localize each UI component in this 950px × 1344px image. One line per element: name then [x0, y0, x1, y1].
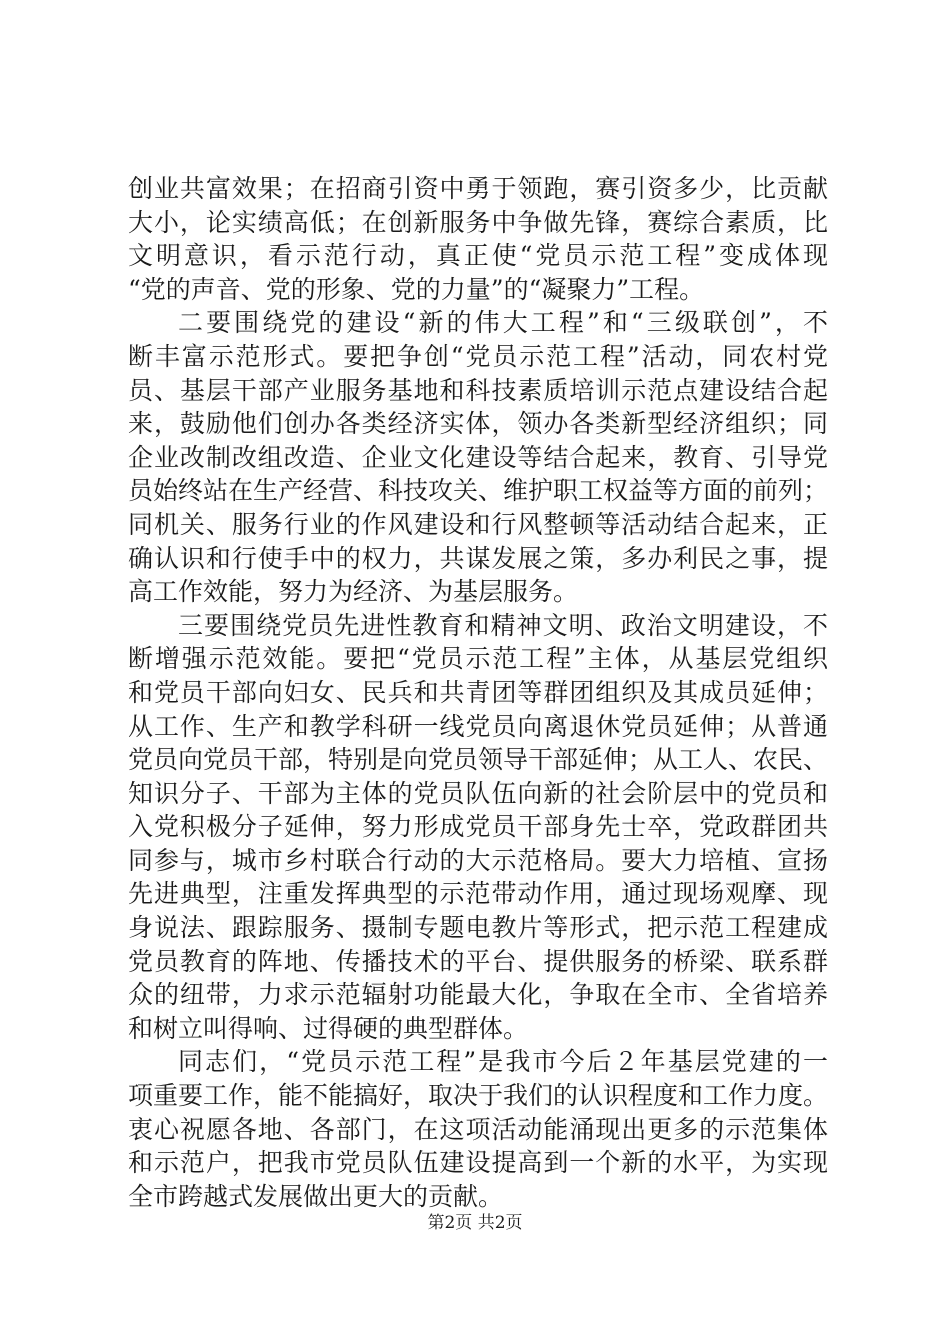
- text-line: 断增强示范效能。要把“党员示范工程”主体，从基层党组织: [128, 644, 828, 674]
- text-line: 确认识和行使手中的权力，共谋发展之策，多办利民之事，提: [128, 543, 828, 573]
- page-footer: [0, 1211, 950, 1235]
- text-line: 项重要工作，能不能搞好，取决于我们的认识程度和工作力度。: [128, 1081, 829, 1111]
- text-line: 身说法、跟踪服务、摄制专题电教片等形式，把示范工程建成: [128, 913, 828, 943]
- text-line: 员始终站在生产经营、科技攻关、维护职工权益等方面的前列；: [128, 476, 829, 506]
- text-line: 来，鼓励他们创办各类经济实体，领办各类新型经济组织；同: [128, 409, 828, 439]
- text-line: 众的纽带，力求示范辐射功能最大化，争取在全市、全省培养: [128, 980, 828, 1010]
- text-line: 全市跨越式发展做出更大的贡献。: [128, 1181, 504, 1211]
- text-line: 党员教育的阵地、传播技术的平台、提供服务的桥梁、联系群: [128, 946, 828, 976]
- paragraph-start-line: 同志们，“党员示范工程”是我市今后２年基层党建的一: [178, 1047, 828, 1077]
- paragraph-start-line: 二要围绕党的建设“新的伟大工程”和“三级联创”，不: [178, 308, 828, 338]
- text-line: 高工作效能，努力为经济、为基层服务。: [128, 577, 579, 607]
- paragraph-start-line: 三要围绕党员先进性教育和精神文明、政治文明建设，不: [178, 610, 828, 640]
- text-line: “党的声音、党的形象、党的力量”的“凝聚力”工程。: [128, 274, 705, 304]
- text-line: 入党积极分子延伸，努力形成党员干部身先士卒，党政群团共: [128, 812, 828, 842]
- text-line: 创业共富效果；在招商引资中勇于领跑，赛引资多少，比贡献: [128, 174, 828, 203]
- text-line: 同机关、服务行业的作风建设和行风整顿等活动结合起来，正: [128, 509, 828, 539]
- text-line: 大小，论实绩高低；在创新服务中争做先锋，赛综合素质，比: [128, 207, 828, 237]
- text-line: 从工作、生产和教学科研一线党员向离退休党员延伸；从普通: [128, 711, 828, 741]
- text-line: 衷心祝愿各地、各部门，在这项活动能涌现出更多的示范集体: [128, 1114, 828, 1144]
- page-number-label: 第2页 共2页: [427, 1213, 523, 1233]
- text-line: 和树立叫得响、过得硬的典型群体。: [128, 1013, 529, 1043]
- document-body: [128, 172, 828, 1213]
- text-line: 员、基层干部产业服务基地和科技素质培训示范点建设结合起: [128, 375, 828, 405]
- text-line: 同参与，城市乡村联合行动的大示范格局。要大力培植、宣扬: [128, 845, 828, 875]
- text-line: 知识分子、干部为主体的党员队伍向新的社会阶层中的党员和: [128, 778, 828, 808]
- text-line: 文明意识，看示范行动，真正使“党员示范工程”变成体现: [128, 241, 828, 271]
- text-line: 断丰富示范形式。要把争创“党员示范工程”活动，同农村党: [128, 341, 828, 371]
- text-line: 企业改制改组改造、企业文化建设等结合起来，教育、引导党: [128, 442, 828, 472]
- text-line: 和示范户，把我市党员队伍建设提高到一个新的水平，为实现: [128, 1148, 828, 1178]
- text-line: 先进典型，注重发挥典型的示范带动作用，通过现场观摩、现: [128, 879, 828, 909]
- text-line: 和党员干部向妇女、民兵和共青团等群团组织及其成员延伸；: [128, 677, 828, 707]
- text-line: 党员向党员干部，特别是向党员领导干部延伸；从工人、农民、: [128, 745, 829, 775]
